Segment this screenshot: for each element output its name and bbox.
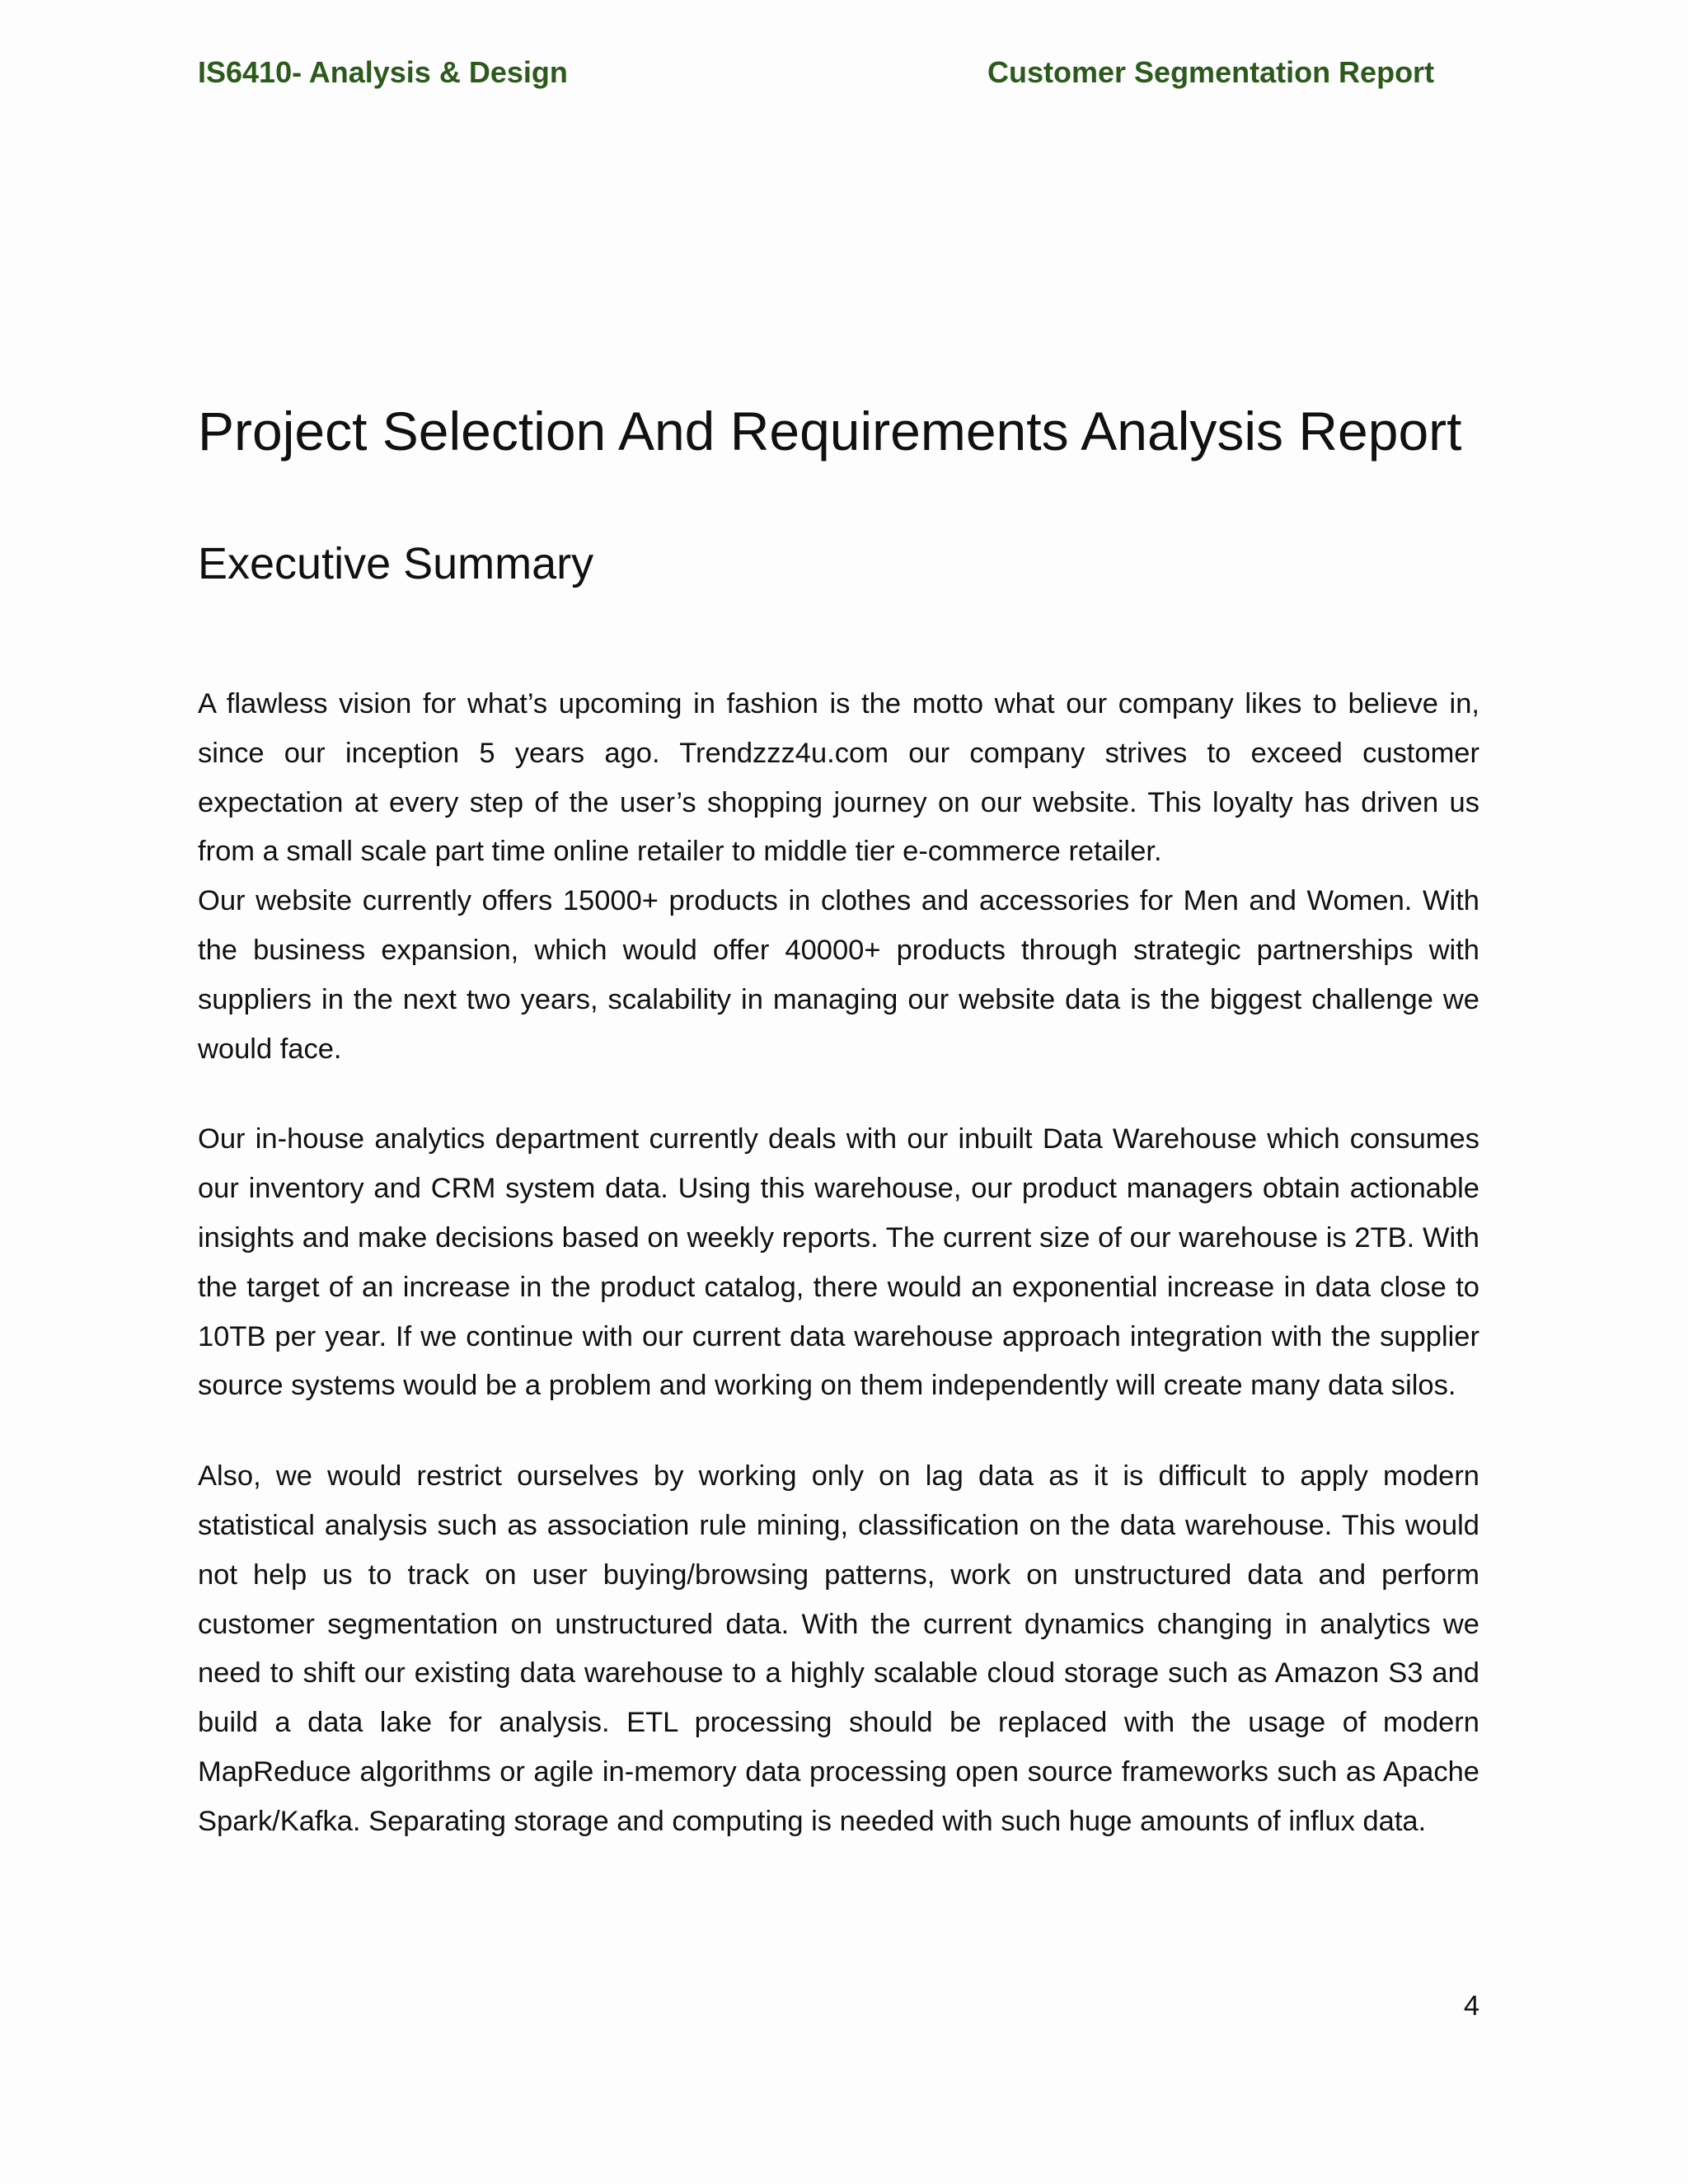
body-text — [198, 680, 1479, 1847]
page-title: Project Selection And Requirements Analysis Report — [198, 401, 1462, 462]
paragraph-2: Our website currently offers 15000+ products in clothes and accessories for Men and Women. With the business expansion, which would offer 40000+ products through strategic partnerships with suppliers in the next two years, scalability in managing our website data is the biggest challenge we would face. — [198, 885, 1479, 1065]
header-report-title: Customer Segmentation Report — [987, 55, 1435, 89]
page-number: 4 — [1463, 1990, 1479, 2022]
paragraph-4: Also, we would restrict ourselves by working only on lag data as it is difficult to apply modern statistical analysis such as association rule mining, classification on the data warehouse. This would not help us to track on user buying/browsing patterns, work on unstructured data and perform customer segmentation on unstructured data. With the current dynamics changing in analytics we need to shift our existing data warehouse to a highly scalable cloud storage such as Amazon S3 and build a data lake for analysis. ETL processing should be replaced with the usage of modern MapReduce algorithms or agile in-memory data processing open source frameworks such as Apache Spark/Kafka. Separating storage and computing is needed with such huge amounts of influx data. — [198, 1460, 1479, 1837]
paragraph-1: A flawless vision for what’s upcoming in fashion is the motto what our company likes to believe in, since our inception 5 years ago. Trendzzz4u.com our company strives to exceed customer expectation at every step of the user’s shopping journey on our website. This loyalty has driven us from a small scale part time online retailer to middle tier e-commerce retailer. — [198, 688, 1479, 868]
paragraph-3: Our in-house analytics department currently deals with our inbuilt Data Warehouse which consumes our inventory and CRM system data. Using this warehouse, our product managers obtain actionable insights and make decisions based on weekly reports. The current size of our warehouse is 2TB. With the target of an increase in the product catalog, there would an exponential increase in data close to 10TB per year. If we continue with our current data warehouse approach integration with the supplier source systems would be a problem and working on them independently will create many data silos. — [198, 1123, 1479, 1402]
header-course-title: IS6410- Analysis & Design — [198, 55, 568, 89]
section-heading: Executive Summary — [198, 539, 594, 588]
